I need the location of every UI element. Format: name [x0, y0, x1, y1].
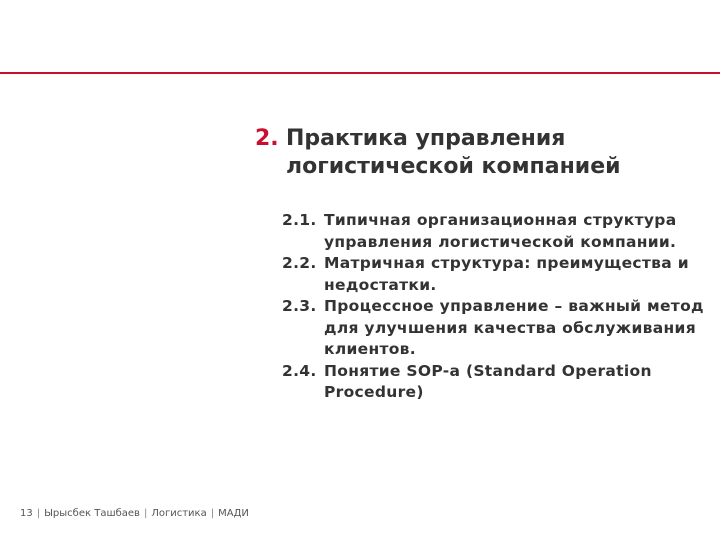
list-item-number: 2.1.	[282, 211, 317, 229]
section-heading	[255, 125, 705, 181]
list-item	[282, 210, 712, 253]
list-item-text: Матричная структура: преимущества и недостатки.	[324, 254, 689, 294]
list-item	[282, 296, 712, 361]
list-item-text: Типичная организационная структура управления логистической компании.	[324, 211, 677, 251]
top-divider-line	[0, 72, 720, 74]
list-item-number: 2.4.	[282, 361, 317, 380]
footer-author: Ырысбек Ташбаев	[44, 508, 140, 519]
section-title-line1: Практика управления	[286, 126, 566, 151]
footer-separator: |	[210, 508, 215, 519]
list-item-number: 2.2.	[282, 254, 317, 272]
list-item-number: 2.3.	[282, 297, 317, 315]
list-item-text: Процессное управление – важный метод для улучшения качества обслуживания клиентов.	[324, 297, 704, 358]
footer-subject: Логистика	[151, 508, 207, 519]
list-item	[282, 361, 712, 404]
footer-institution: МАДИ	[218, 508, 249, 519]
subsection-list	[282, 210, 712, 404]
section-number: 2.	[255, 126, 279, 151]
footer-page-number: 13	[20, 508, 33, 519]
footer-separator: |	[143, 508, 148, 519]
footer-separator: |	[36, 508, 41, 519]
section-title-line2: логистической компанией	[286, 154, 621, 179]
list-item	[282, 253, 712, 296]
list-item-text: Понятие SOP-a (Standard Operation Procedure)	[324, 361, 652, 401]
footer	[20, 508, 249, 519]
